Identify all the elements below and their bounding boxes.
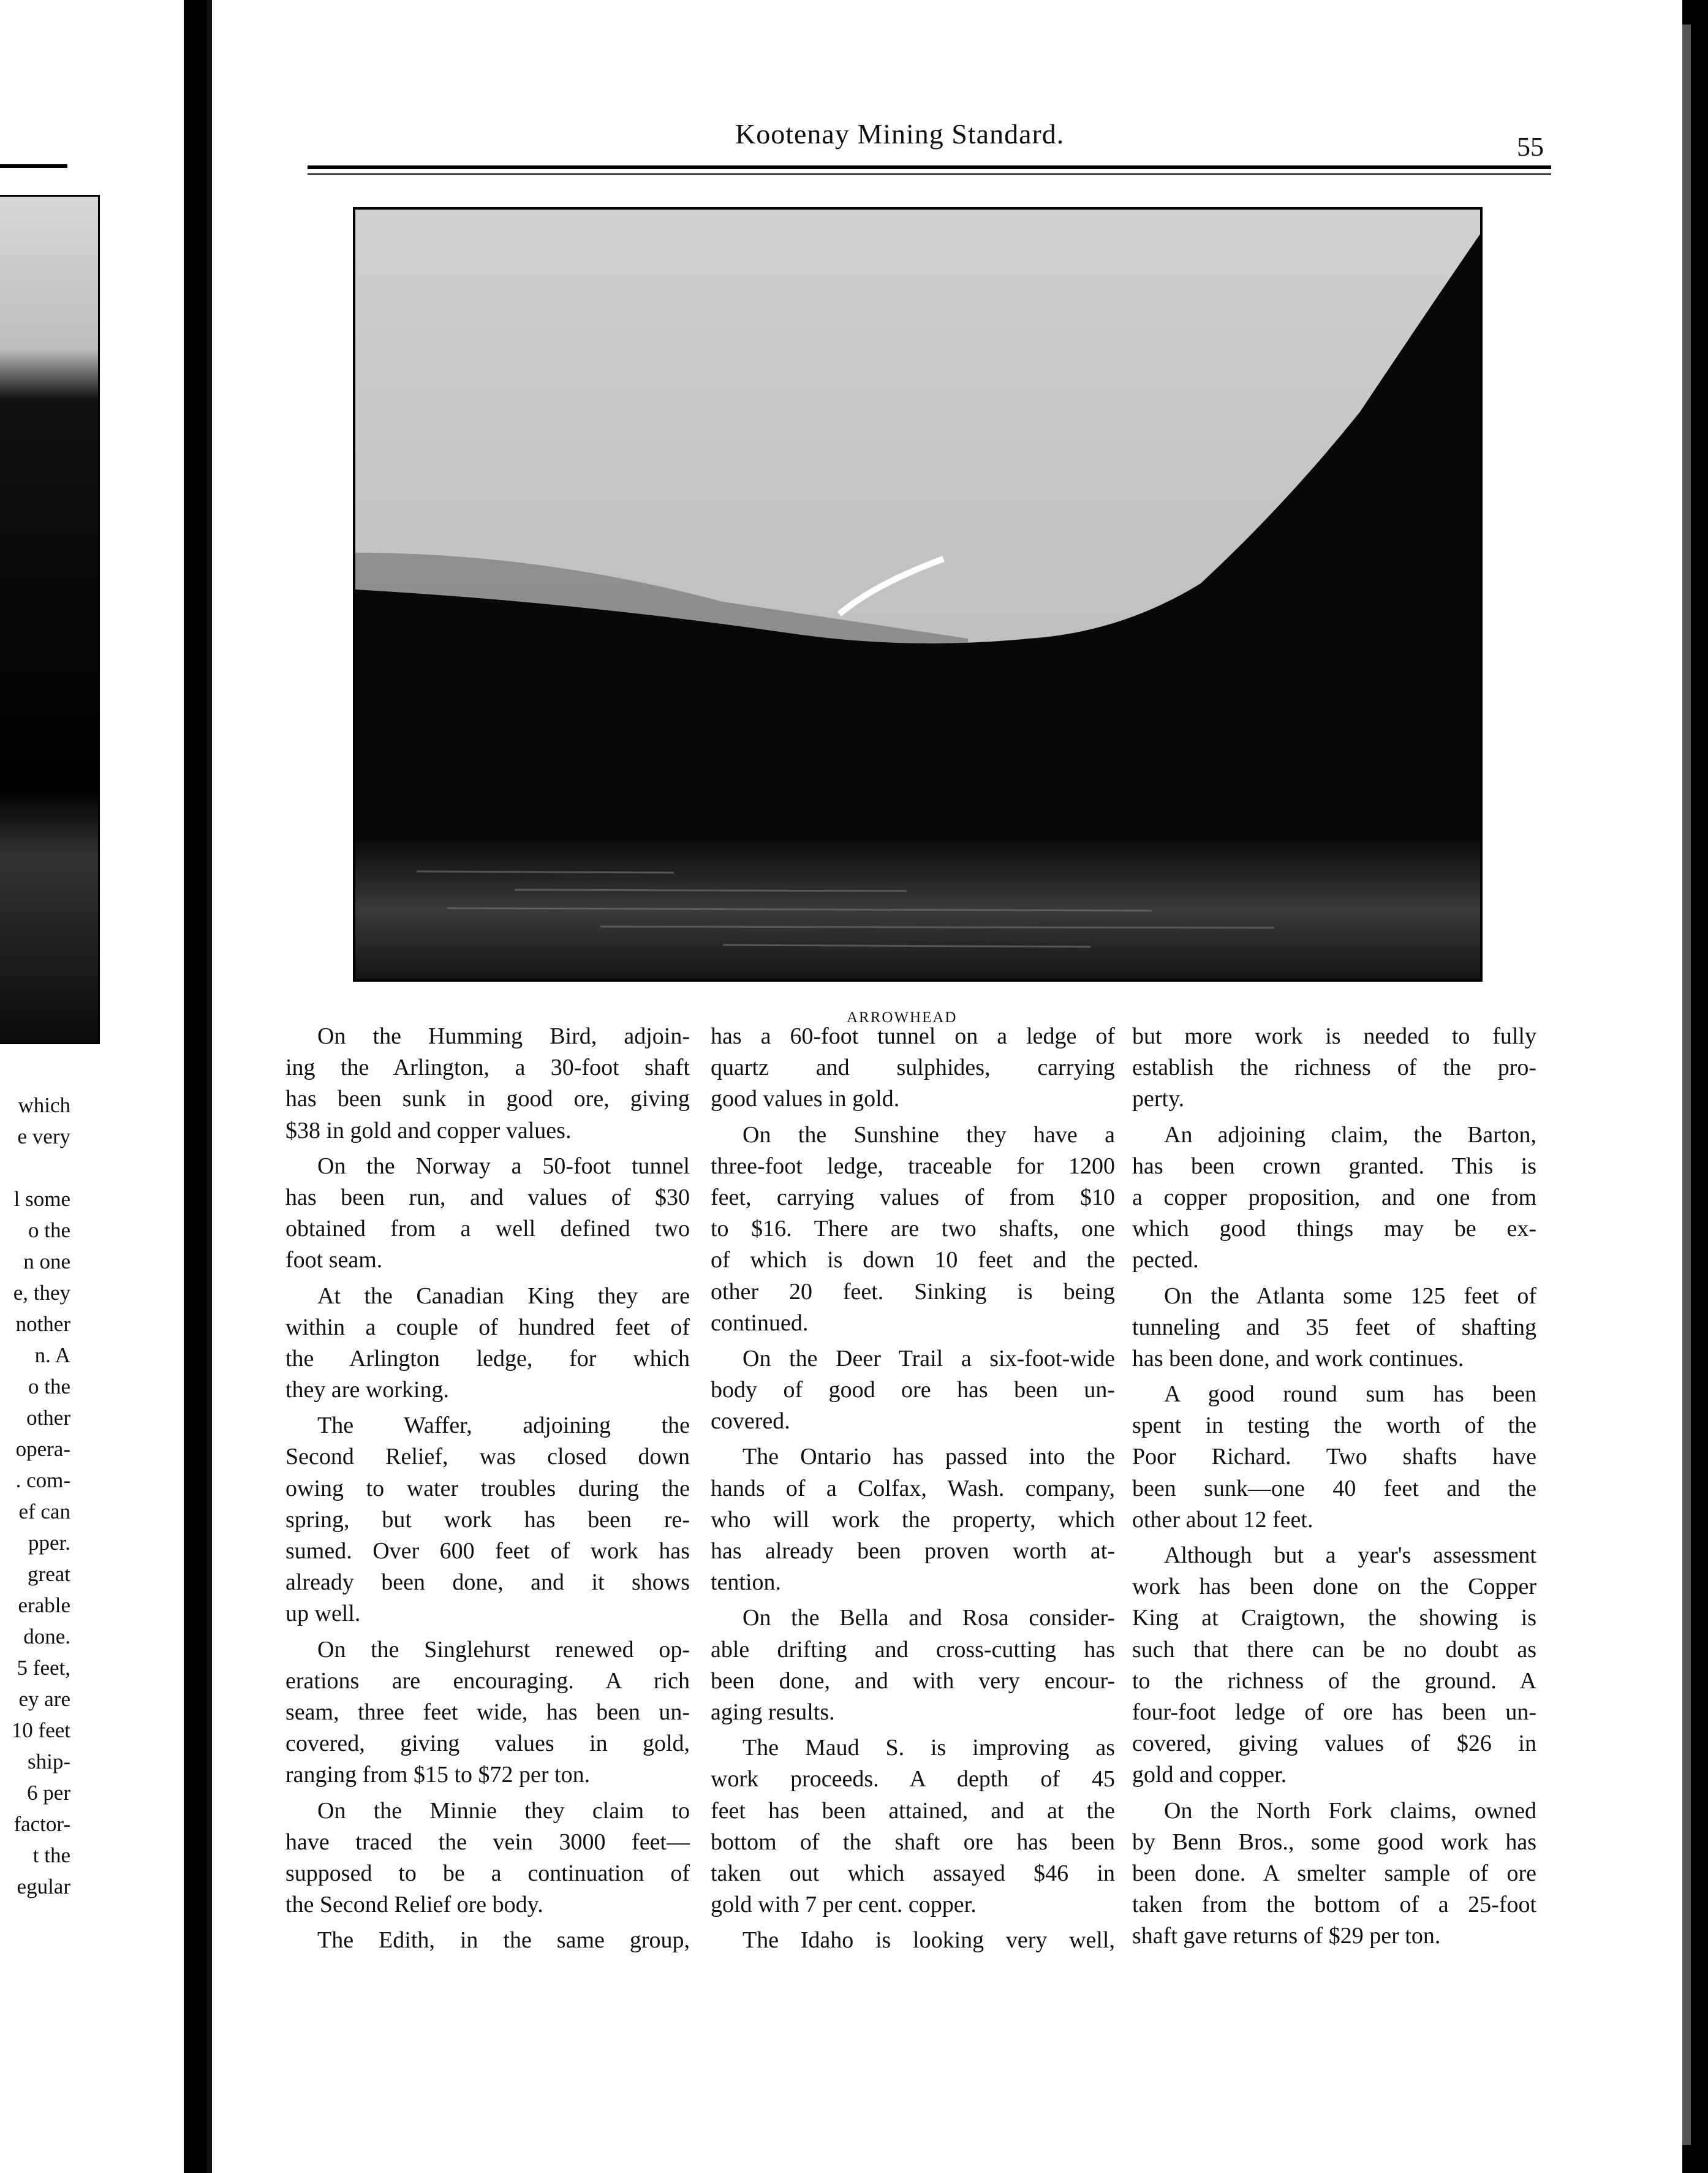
text-line: but more work is needed to fully	[1132, 1023, 1536, 1049]
paragraph-gap	[1132, 1536, 1536, 1540]
text-line: perty.	[1132, 1086, 1185, 1112]
text-line: gold with 7 per cent. copper.	[711, 1892, 977, 1918]
text-line: shaft gave returns of $29 per ton.	[1132, 1923, 1441, 1949]
paragraph-gap	[711, 1437, 1115, 1441]
text-line: pected.	[1132, 1247, 1199, 1273]
text-line: been done, and with very encour-	[711, 1667, 1115, 1694]
fragment-line: done.	[23, 1625, 70, 1648]
facing-page-rule	[0, 164, 67, 168]
text-line: which good things may be ex-	[1132, 1216, 1536, 1242]
fragment-line: pper.	[28, 1531, 70, 1555]
text-line: bottom of the shaft ore has been	[711, 1829, 1115, 1855]
text-line: feet, carrying values of from $10	[711, 1184, 1115, 1210]
fragment-line: 10 feet	[11, 1718, 70, 1742]
paragraph-gap	[1132, 1276, 1536, 1281]
text-line: On the Deer Trail a six-foot-wide	[743, 1345, 1115, 1371]
text-line: to the richness of the ground. A	[1132, 1667, 1536, 1694]
fragment-line: 6 per	[27, 1781, 70, 1805]
text-line: foot seam.	[285, 1247, 383, 1273]
text-line: taken out which assayed $46 in	[711, 1860, 1115, 1886]
fragment-line: l some	[13, 1187, 70, 1211]
page-number: 55	[1517, 132, 1544, 162]
text-line: within a couple of hundred feet of	[285, 1314, 690, 1340]
paragraph-gap	[285, 1791, 690, 1796]
text-column-2	[711, 1021, 1115, 1956]
text-line: obtained from a well defined two	[285, 1216, 690, 1242]
text-line: The Maud S. is improving as	[743, 1735, 1115, 1761]
text-line: four-foot ledge of ore has been un-	[1132, 1699, 1536, 1725]
text-line: they are working.	[285, 1377, 449, 1403]
text-line: covered, giving values of $26 in	[1132, 1731, 1536, 1757]
text-line: able drifting and cross-cutting has	[711, 1636, 1115, 1663]
text-line: The Idaho is looking very well,	[743, 1927, 1115, 1954]
paragraph-gap	[1132, 1791, 1536, 1796]
fragment-line: o the	[28, 1218, 70, 1242]
fragment-line: t the	[32, 1843, 70, 1867]
text-line: tunneling and 35 feet of shafting	[1132, 1314, 1536, 1340]
figure-caption: ARROWHEAD	[847, 1009, 958, 1026]
fragment-line: e very	[17, 1124, 70, 1148]
text-line: A good round sum has been	[1164, 1381, 1536, 1408]
text-line: The Edith, in the same group,	[317, 1927, 690, 1954]
fragment-line: nother	[15, 1312, 70, 1336]
text-line: quartz and sulphides, carrying	[711, 1055, 1115, 1081]
text-line: On the North Fork claims, owned	[1164, 1797, 1536, 1824]
text-line: the Arlington ledge, for which	[285, 1345, 690, 1371]
book-gutter	[184, 0, 207, 2173]
text-line: taken from the bottom of a 25-foot	[1132, 1892, 1536, 1918]
paragraph-gap	[711, 1728, 1115, 1732]
text-line: On the Singlehurst renewed op-	[317, 1636, 690, 1663]
text-line: other about 12 feet.	[1132, 1506, 1313, 1533]
paragraph-gap	[711, 1339, 1115, 1343]
text-line: work proceeds. A depth of 45	[711, 1766, 1115, 1792]
text-line: up well.	[285, 1601, 361, 1627]
text-line: other 20 feet. Sinking is being	[711, 1278, 1115, 1305]
text-line: three-foot ledge, traceable for 1200	[711, 1153, 1115, 1179]
text-line: At the Canadian King they are	[317, 1283, 690, 1309]
page-edge-shadow	[1682, 25, 1691, 2145]
fragment-line: opera-	[15, 1437, 70, 1461]
fragment-line: ship-	[28, 1750, 70, 1773]
text-line: been sunk—one 40 feet and the	[1132, 1475, 1536, 1501]
text-line: body of good ore has been un-	[711, 1377, 1115, 1403]
text-line: Although but a year's assessment	[1164, 1542, 1536, 1568]
text-line: covered.	[711, 1408, 790, 1435]
text-column-1	[285, 1021, 690, 1956]
text-line: King at Craigtown, the showing is	[1132, 1605, 1536, 1631]
paragraph-gap	[711, 1921, 1115, 1925]
text-line: The Ontario has passed into the	[743, 1444, 1115, 1470]
paragraph-gap	[285, 1147, 690, 1151]
paragraph-gap	[285, 1406, 690, 1410]
paragraph-gap	[1132, 1115, 1536, 1120]
text-line: An adjoining claim, the Barton,	[1164, 1121, 1536, 1148]
text-line: a copper proposition, and one from	[1132, 1184, 1536, 1210]
text-line: On the Bella and Rosa consider-	[743, 1605, 1115, 1631]
text-column-3	[1132, 1021, 1536, 1952]
text-line: who will work the property, which	[711, 1506, 1115, 1533]
text-line: supposed to be a continuation of	[285, 1860, 690, 1886]
fragment-line: egular	[17, 1875, 70, 1898]
text-line: such that there can be no doubt as	[1132, 1636, 1536, 1663]
paragraph-gap	[711, 1598, 1115, 1602]
fragment-line: other	[26, 1406, 70, 1430]
text-line: covered, giving values in gold,	[285, 1731, 690, 1757]
text-line: has been run, and values of $30	[285, 1184, 690, 1210]
text-line: the Second Relief ore body.	[285, 1892, 543, 1918]
text-line: spring, but work has been re-	[285, 1506, 690, 1533]
fragment-line: n. A	[34, 1343, 70, 1367]
text-line: have traced the vein 3000 feet—	[285, 1829, 690, 1855]
paragraph-gap	[285, 1276, 690, 1281]
fragment-line	[0, 1152, 70, 1183]
text-line: has already been proven worth at-	[711, 1538, 1115, 1564]
fragment-line: 5 feet,	[17, 1656, 70, 1680]
fragment-line: e, they	[13, 1281, 70, 1305]
text-line: On the Minnie they claim to	[317, 1797, 690, 1824]
text-line: ranging from $15 to $72 per ton.	[285, 1762, 591, 1788]
text-line: seam, three feet wide, has been un-	[285, 1699, 690, 1725]
text-line: owing to water troubles during the	[285, 1475, 690, 1501]
text-line: aging results.	[711, 1699, 835, 1725]
fragment-line: erable	[18, 1593, 70, 1617]
header-rule-thin	[308, 173, 1551, 175]
text-line: sumed. Over 600 feet of work has	[285, 1538, 690, 1564]
text-line: has been sunk in good ore, giving	[285, 1086, 690, 1112]
text-line: spent in testing the worth of the	[1132, 1413, 1536, 1439]
fragment-line: ef can	[18, 1500, 70, 1523]
text-line: On the Humming Bird, adjoin-	[317, 1023, 690, 1049]
text-line: On the Atlanta some 125 feet of	[1164, 1283, 1536, 1309]
text-line: good values in gold.	[711, 1086, 900, 1112]
fragment-line: factor-	[13, 1812, 70, 1836]
landscape-image	[355, 210, 1480, 979]
text-line: to $16. There are two shafts, one	[711, 1216, 1115, 1242]
text-line: continued.	[711, 1310, 809, 1336]
header-rule	[308, 165, 1551, 169]
text-line: tention.	[711, 1569, 782, 1596]
fragment-line: which	[18, 1093, 70, 1117]
text-line: of which is down 10 feet and the	[711, 1247, 1115, 1273]
fragment-line: great	[28, 1562, 70, 1586]
text-line: by Benn Bros., some good work has	[1132, 1829, 1536, 1855]
facing-page-photo	[0, 195, 100, 1044]
text-line: already been done, and it shows	[285, 1569, 690, 1596]
text-line: Poor Richard. Two shafts have	[1132, 1444, 1536, 1470]
text-line: $38 in gold and copper values.	[285, 1117, 572, 1143]
fragment-line: o the	[28, 1375, 70, 1398]
text-line: has been crown granted. This is	[1132, 1153, 1536, 1179]
arrowhead-photograph	[353, 207, 1483, 982]
text-line: On the Norway a 50-foot tunnel	[317, 1153, 690, 1179]
text-line: gold and copper.	[1132, 1762, 1287, 1788]
facing-page-text	[0, 1090, 70, 1902]
text-line: work has been done on the Copper	[1132, 1574, 1536, 1600]
text-line: establish the richness of the pro-	[1132, 1055, 1536, 1081]
text-line: has been done, and work continues.	[1132, 1345, 1464, 1371]
text-line: The Waffer, adjoining the	[317, 1413, 690, 1439]
running-head: Kootenay Mining Standard.	[735, 118, 1065, 150]
paragraph-gap	[285, 1630, 690, 1634]
text-line: erations are encouraging. A rich	[285, 1667, 690, 1694]
facing-page	[0, 0, 184, 2173]
fragment-line: n one	[23, 1250, 70, 1273]
text-line: been done. A smelter sample of ore	[1132, 1860, 1536, 1886]
text-line: ing the Arlington, a 30-foot shaft	[285, 1055, 690, 1081]
fragment-line: . com-	[15, 1468, 70, 1492]
fragment-line: ey are	[18, 1687, 70, 1711]
paragraph-gap	[285, 1921, 690, 1925]
text-line: On the Sunshine they have a	[743, 1121, 1115, 1148]
paragraph-gap	[711, 1115, 1115, 1120]
text-line: hands of a Colfax, Wash. company,	[711, 1475, 1115, 1501]
text-line: Second Relief, was closed down	[285, 1444, 690, 1470]
paragraph-gap	[1132, 1375, 1536, 1379]
text-line: feet has been attained, and at the	[711, 1797, 1115, 1824]
text-line: has a 60-foot tunnel on a ledge of	[711, 1023, 1115, 1049]
